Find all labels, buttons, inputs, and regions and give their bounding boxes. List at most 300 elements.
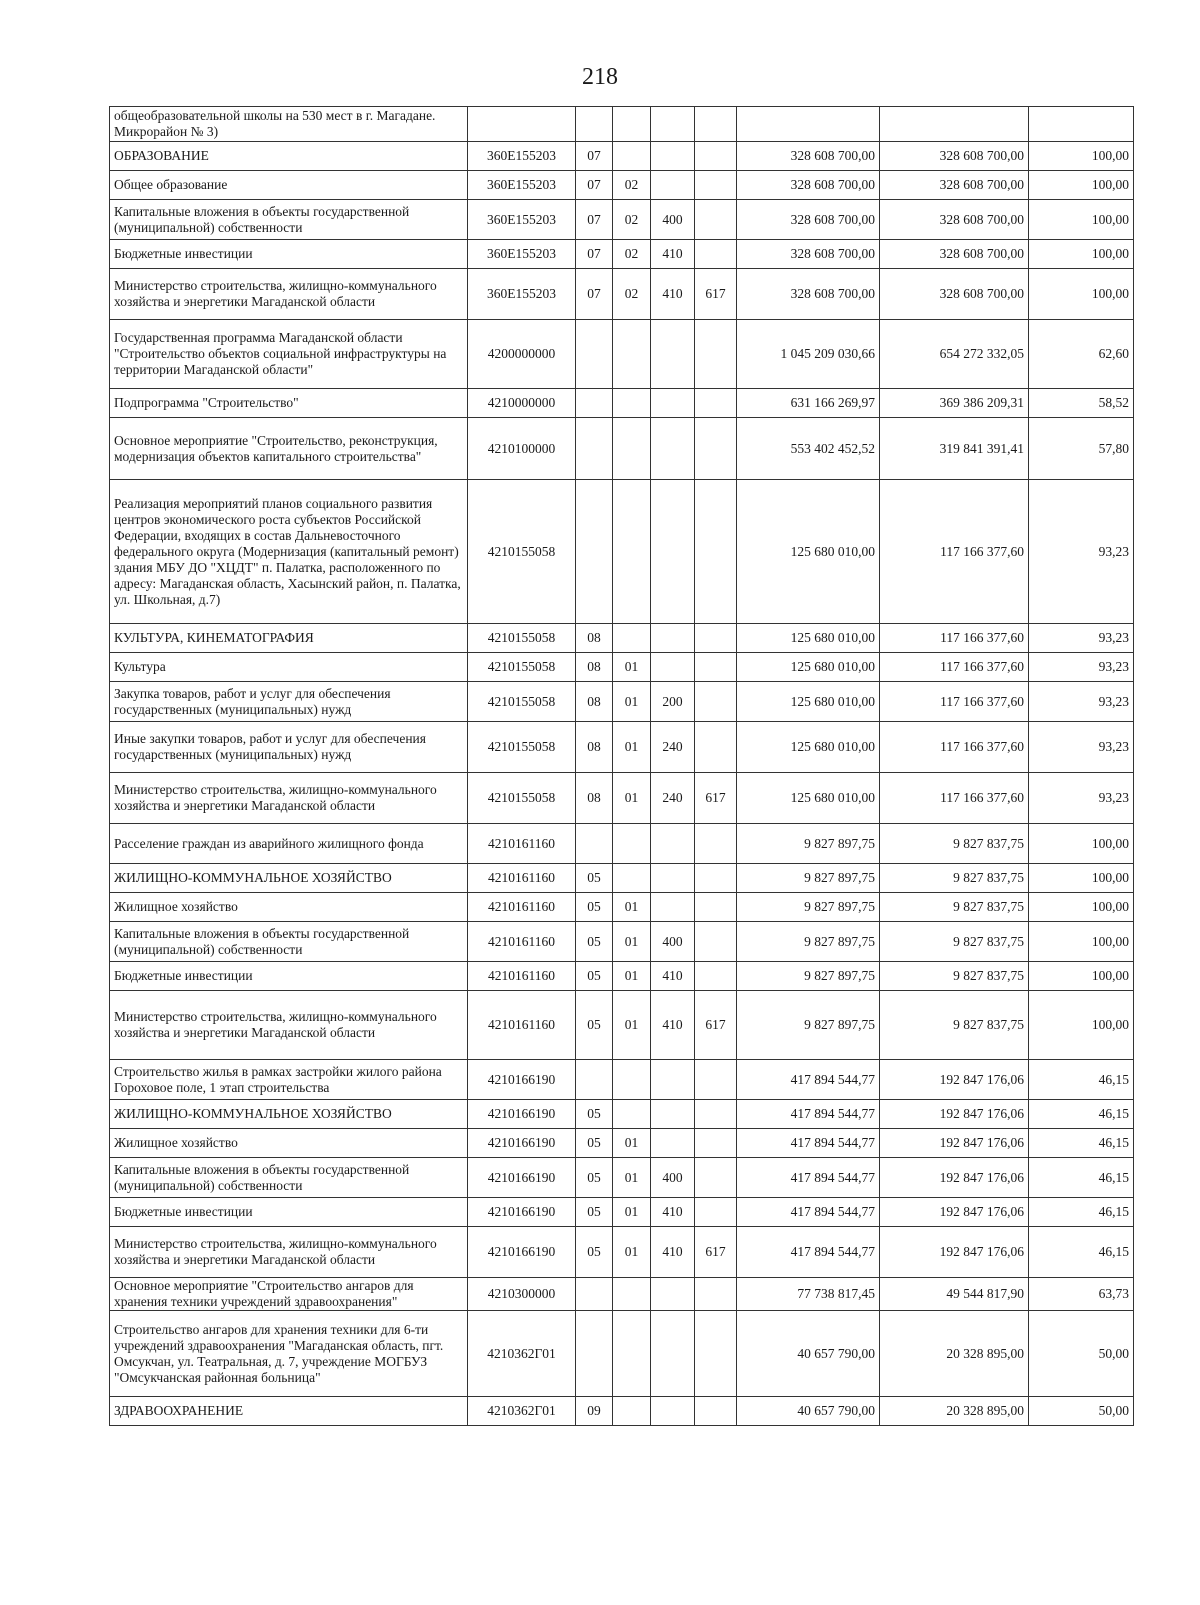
row-name: Культура [110, 653, 468, 682]
row-percent: 50,00 [1029, 1311, 1134, 1397]
table-row [110, 1158, 1134, 1198]
row-code: 4210155058 [468, 624, 576, 653]
row-fact-amount: 9 827 837,75 [880, 962, 1029, 991]
row-name: ОБРАЗОВАНИЕ [110, 142, 468, 171]
row-percent: 100,00 [1029, 171, 1134, 200]
row-razdel [576, 480, 613, 624]
row-razdel [576, 1278, 613, 1311]
table-row [110, 1060, 1134, 1100]
row-vid [651, 418, 695, 480]
row-grbs [695, 653, 737, 682]
row-code: 4210166190 [468, 1227, 576, 1278]
row-plan-amount: 125 680 010,00 [737, 624, 880, 653]
row-name: Министерство строительства, жилищно-коммунального хозяйства и энергетики Магаданской области [110, 269, 468, 320]
row-podrazdel [613, 864, 651, 893]
row-code: 360E155203 [468, 200, 576, 240]
table-row [110, 1397, 1134, 1426]
row-plan-amount: 125 680 010,00 [737, 653, 880, 682]
row-plan-amount: 1 045 209 030,66 [737, 320, 880, 389]
row-vid [651, 824, 695, 864]
row-vid [651, 1278, 695, 1311]
row-fact-amount: 192 847 176,06 [880, 1227, 1029, 1278]
row-fact-amount: 328 608 700,00 [880, 240, 1029, 269]
row-grbs [695, 418, 737, 480]
row-podrazdel: 02 [613, 240, 651, 269]
row-vid: 410 [651, 1227, 695, 1278]
row-podrazdel [613, 107, 651, 142]
row-plan-amount: 125 680 010,00 [737, 773, 880, 824]
row-fact-amount: 192 847 176,06 [880, 1060, 1029, 1100]
row-plan-amount: 417 894 544,77 [737, 1060, 880, 1100]
table-row [110, 1129, 1134, 1158]
row-podrazdel: 01 [613, 1158, 651, 1198]
row-plan-amount: 328 608 700,00 [737, 142, 880, 171]
row-percent: 100,00 [1029, 240, 1134, 269]
row-vid [651, 142, 695, 171]
row-name: Строительство жилья в рамках застройки жилого района Гороховое поле, 1 этап строительства [110, 1060, 468, 1100]
row-name: Капитальные вложения в объекты государственной (муниципальной) собственности [110, 922, 468, 962]
row-razdel [576, 107, 613, 142]
row-razdel: 08 [576, 773, 613, 824]
row-grbs [695, 922, 737, 962]
row-podrazdel: 01 [613, 1198, 651, 1227]
row-grbs [695, 893, 737, 922]
row-razdel: 08 [576, 682, 613, 722]
row-fact-amount: 369 386 209,31 [880, 389, 1029, 418]
table-row [110, 991, 1134, 1060]
row-fact-amount: 117 166 377,60 [880, 653, 1029, 682]
row-name: Подпрограмма "Строительство" [110, 389, 468, 418]
row-razdel: 05 [576, 1227, 613, 1278]
row-grbs [695, 142, 737, 171]
row-vid [651, 320, 695, 389]
row-percent: 100,00 [1029, 922, 1134, 962]
row-grbs [695, 107, 737, 142]
row-podrazdel: 01 [613, 962, 651, 991]
row-podrazdel [613, 320, 651, 389]
row-vid: 200 [651, 682, 695, 722]
row-grbs [695, 1129, 737, 1158]
row-name: КУЛЬТУРА, КИНЕМАТОГРАФИЯ [110, 624, 468, 653]
row-plan-amount: 125 680 010,00 [737, 480, 880, 624]
row-name: Министерство строительства, жилищно-коммунального хозяйства и энергетики Магаданской области [110, 991, 468, 1060]
table-row [110, 653, 1134, 682]
table-row [110, 864, 1134, 893]
table-row [110, 480, 1134, 624]
row-grbs [695, 824, 737, 864]
table-row [110, 962, 1134, 991]
row-podrazdel: 01 [613, 991, 651, 1060]
row-code: 4210155058 [468, 653, 576, 682]
row-vid [651, 389, 695, 418]
row-code: 4210155058 [468, 682, 576, 722]
row-vid: 240 [651, 722, 695, 773]
table-row [110, 722, 1134, 773]
row-plan-amount: 9 827 897,75 [737, 893, 880, 922]
row-plan-amount: 77 738 817,45 [737, 1278, 880, 1311]
row-code: 4210161160 [468, 922, 576, 962]
row-percent: 100,00 [1029, 864, 1134, 893]
row-name: Капитальные вложения в объекты государственной (муниципальной) собственности [110, 200, 468, 240]
row-fact-amount: 328 608 700,00 [880, 171, 1029, 200]
row-grbs: 617 [695, 773, 737, 824]
row-grbs [695, 1397, 737, 1426]
row-razdel: 07 [576, 171, 613, 200]
row-name: Реализация мероприятий планов социального развития центров экономического роста субъектов Российской Федерации, входящих в состав Дальневосточного федерального округа (Модернизация (капитальный ремонт) здания МБУ ДО "ХЦДТ" п. Палатка, расположенного по адресу: Магаданская область, Хасынский район, п. Палатка, ул. Школьная, д.7) [110, 480, 468, 624]
row-razdel [576, 418, 613, 480]
table-row [110, 922, 1134, 962]
row-podrazdel [613, 624, 651, 653]
row-podrazdel [613, 480, 651, 624]
row-plan-amount: 9 827 897,75 [737, 864, 880, 893]
row-code: 4210155058 [468, 773, 576, 824]
row-fact-amount: 9 827 837,75 [880, 824, 1029, 864]
row-grbs [695, 1278, 737, 1311]
row-code: 360E155203 [468, 269, 576, 320]
row-plan-amount: 417 894 544,77 [737, 1198, 880, 1227]
row-grbs [695, 1158, 737, 1198]
row-percent: 100,00 [1029, 824, 1134, 864]
row-plan-amount: 9 827 897,75 [737, 824, 880, 864]
row-razdel: 08 [576, 624, 613, 653]
row-razdel: 05 [576, 922, 613, 962]
row-grbs [695, 389, 737, 418]
row-vid [651, 480, 695, 624]
row-plan-amount: 125 680 010,00 [737, 682, 880, 722]
row-razdel: 07 [576, 240, 613, 269]
table-row [110, 418, 1134, 480]
row-name: Закупка товаров, работ и услуг для обеспечения государственных (муниципальных) нужд [110, 682, 468, 722]
table-row [110, 107, 1134, 142]
table-row [110, 824, 1134, 864]
row-name: Основное мероприятие "Строительство, реконструкция, модернизация объектов капитального строительства" [110, 418, 468, 480]
row-code: 4200000000 [468, 320, 576, 389]
row-grbs [695, 1060, 737, 1100]
row-grbs [695, 1311, 737, 1397]
row-plan-amount: 40 657 790,00 [737, 1397, 880, 1426]
row-code: 4210166190 [468, 1158, 576, 1198]
row-razdel [576, 389, 613, 418]
row-razdel: 07 [576, 269, 613, 320]
row-plan-amount: 417 894 544,77 [737, 1227, 880, 1278]
table-row [110, 1198, 1134, 1227]
row-vid [651, 1311, 695, 1397]
row-percent: 46,15 [1029, 1158, 1134, 1198]
row-plan-amount: 9 827 897,75 [737, 991, 880, 1060]
row-percent: 93,23 [1029, 682, 1134, 722]
row-percent: 100,00 [1029, 893, 1134, 922]
row-name: Бюджетные инвестиции [110, 962, 468, 991]
row-code: 4210166190 [468, 1198, 576, 1227]
row-code: 4210100000 [468, 418, 576, 480]
row-vid [651, 864, 695, 893]
row-podrazdel: 01 [613, 922, 651, 962]
row-grbs: 617 [695, 1227, 737, 1278]
row-code: 4210161160 [468, 893, 576, 922]
row-vid [651, 893, 695, 922]
row-razdel: 05 [576, 1158, 613, 1198]
row-percent: 62,60 [1029, 320, 1134, 389]
row-vid: 410 [651, 269, 695, 320]
row-fact-amount [880, 107, 1029, 142]
row-percent: 93,23 [1029, 773, 1134, 824]
row-plan-amount: 328 608 700,00 [737, 200, 880, 240]
row-razdel [576, 1311, 613, 1397]
row-vid: 400 [651, 1158, 695, 1198]
row-podrazdel: 01 [613, 1129, 651, 1158]
row-fact-amount: 117 166 377,60 [880, 624, 1029, 653]
row-fact-amount: 117 166 377,60 [880, 773, 1029, 824]
row-fact-amount: 117 166 377,60 [880, 722, 1029, 773]
row-podrazdel [613, 418, 651, 480]
row-percent: 93,23 [1029, 480, 1134, 624]
row-podrazdel [613, 1311, 651, 1397]
row-grbs [695, 1100, 737, 1129]
row-name: Жилищное хозяйство [110, 893, 468, 922]
row-name: ЖИЛИЩНО-КОММУНАЛЬНОЕ ХОЗЯЙСТВО [110, 1100, 468, 1129]
row-percent: 93,23 [1029, 653, 1134, 682]
row-grbs [695, 171, 737, 200]
row-razdel: 05 [576, 893, 613, 922]
row-name: Основное мероприятие "Строительство ангаров для хранения техники учреждений здравоохранения" [110, 1278, 468, 1311]
row-percent: 46,15 [1029, 1100, 1134, 1129]
row-grbs [695, 864, 737, 893]
row-name: Государственная программа Магаданской области "Строительство объектов социальной инфраструктуры на территории Магаданской области" [110, 320, 468, 389]
row-vid: 410 [651, 1198, 695, 1227]
row-razdel: 07 [576, 142, 613, 171]
row-podrazdel [613, 1100, 651, 1129]
row-plan-amount: 631 166 269,97 [737, 389, 880, 418]
table-row [110, 624, 1134, 653]
row-podrazdel: 01 [613, 682, 651, 722]
row-vid: 400 [651, 922, 695, 962]
row-razdel: 05 [576, 962, 613, 991]
budget-table-body [110, 107, 1134, 1426]
row-name: Бюджетные инвестиции [110, 240, 468, 269]
row-code: 4210166190 [468, 1060, 576, 1100]
row-code: 4210155058 [468, 722, 576, 773]
row-podrazdel: 02 [613, 200, 651, 240]
row-razdel [576, 320, 613, 389]
row-grbs: 617 [695, 269, 737, 320]
row-code: 4210362Г01 [468, 1311, 576, 1397]
row-plan-amount: 328 608 700,00 [737, 171, 880, 200]
row-razdel: 05 [576, 1100, 613, 1129]
row-name: Бюджетные инвестиции [110, 1198, 468, 1227]
row-podrazdel [613, 1060, 651, 1100]
row-vid [651, 1129, 695, 1158]
table-row [110, 682, 1134, 722]
row-code: 4210000000 [468, 389, 576, 418]
row-name: общеобразовательной школы на 530 мест в г. Магадане. Микрорайон № 3) [110, 107, 468, 142]
row-vid: 240 [651, 773, 695, 824]
row-percent: 100,00 [1029, 200, 1134, 240]
row-plan-amount: 9 827 897,75 [737, 922, 880, 962]
row-vid [651, 1100, 695, 1129]
row-podrazdel [613, 1397, 651, 1426]
row-podrazdel: 01 [613, 773, 651, 824]
row-grbs [695, 480, 737, 624]
row-fact-amount: 192 847 176,06 [880, 1100, 1029, 1129]
row-razdel: 08 [576, 653, 613, 682]
row-code: 4210161160 [468, 864, 576, 893]
row-code: 4210166190 [468, 1100, 576, 1129]
row-percent: 93,23 [1029, 722, 1134, 773]
row-razdel: 09 [576, 1397, 613, 1426]
row-podrazdel [613, 824, 651, 864]
row-percent: 100,00 [1029, 991, 1134, 1060]
table-row [110, 1227, 1134, 1278]
row-fact-amount: 9 827 837,75 [880, 991, 1029, 1060]
row-razdel: 05 [576, 991, 613, 1060]
row-razdel: 05 [576, 864, 613, 893]
row-fact-amount: 192 847 176,06 [880, 1198, 1029, 1227]
row-code: 4210161160 [468, 962, 576, 991]
row-code: 360E155203 [468, 142, 576, 171]
row-grbs [695, 1198, 737, 1227]
row-vid: 410 [651, 240, 695, 269]
row-fact-amount: 328 608 700,00 [880, 142, 1029, 171]
row-vid [651, 1397, 695, 1426]
row-podrazdel [613, 142, 651, 171]
row-fact-amount: 654 272 332,05 [880, 320, 1029, 389]
row-name: Жилищное хозяйство [110, 1129, 468, 1158]
row-grbs [695, 682, 737, 722]
table-row [110, 200, 1134, 240]
row-fact-amount: 9 827 837,75 [880, 922, 1029, 962]
row-grbs: 617 [695, 991, 737, 1060]
row-code: 4210155058 [468, 480, 576, 624]
row-code: 4210362Г01 [468, 1397, 576, 1426]
row-fact-amount: 20 328 895,00 [880, 1311, 1029, 1397]
row-code [468, 107, 576, 142]
row-percent: 100,00 [1029, 142, 1134, 171]
row-percent: 100,00 [1029, 962, 1134, 991]
row-plan-amount: 328 608 700,00 [737, 240, 880, 269]
row-percent: 50,00 [1029, 1397, 1134, 1426]
row-fact-amount: 192 847 176,06 [880, 1158, 1029, 1198]
row-name: Министерство строительства, жилищно-коммунального хозяйства и энергетики Магаданской области [110, 773, 468, 824]
row-fact-amount: 9 827 837,75 [880, 864, 1029, 893]
row-fact-amount: 192 847 176,06 [880, 1129, 1029, 1158]
table-row [110, 142, 1134, 171]
row-plan-amount: 417 894 544,77 [737, 1158, 880, 1198]
row-percent: 46,15 [1029, 1198, 1134, 1227]
row-vid [651, 624, 695, 653]
row-plan-amount [737, 107, 880, 142]
row-grbs [695, 240, 737, 269]
table-row [110, 773, 1134, 824]
row-name: Расселение граждан из аварийного жилищного фонда [110, 824, 468, 864]
row-percent [1029, 107, 1134, 142]
row-code: 4210161160 [468, 824, 576, 864]
row-vid [651, 171, 695, 200]
row-grbs [695, 320, 737, 389]
row-podrazdel: 01 [613, 722, 651, 773]
row-podrazdel [613, 389, 651, 418]
budget-table [109, 106, 1134, 1426]
row-fact-amount: 117 166 377,60 [880, 682, 1029, 722]
row-vid: 400 [651, 200, 695, 240]
row-plan-amount: 40 657 790,00 [737, 1311, 880, 1397]
row-percent: 63,73 [1029, 1278, 1134, 1311]
row-percent: 58,52 [1029, 389, 1134, 418]
row-vid: 410 [651, 962, 695, 991]
row-grbs [695, 200, 737, 240]
row-fact-amount: 328 608 700,00 [880, 269, 1029, 320]
row-podrazdel: 02 [613, 269, 651, 320]
row-plan-amount: 9 827 897,75 [737, 962, 880, 991]
row-razdel [576, 1060, 613, 1100]
row-plan-amount: 417 894 544,77 [737, 1100, 880, 1129]
table-row [110, 269, 1134, 320]
row-razdel: 05 [576, 1198, 613, 1227]
table-row [110, 389, 1134, 418]
row-name: Министерство строительства, жилищно-коммунального хозяйства и энергетики Магаданской области [110, 1227, 468, 1278]
row-percent: 93,23 [1029, 624, 1134, 653]
row-vid [651, 653, 695, 682]
row-code: 4210166190 [468, 1129, 576, 1158]
table-row [110, 1311, 1134, 1397]
table-row [110, 240, 1134, 269]
row-plan-amount: 125 680 010,00 [737, 722, 880, 773]
page-number: 218 [582, 64, 618, 90]
row-percent: 46,15 [1029, 1060, 1134, 1100]
row-name: Капитальные вложения в объекты государственной (муниципальной) собственности [110, 1158, 468, 1198]
row-fact-amount: 117 166 377,60 [880, 480, 1029, 624]
table-row [110, 171, 1134, 200]
row-name: Иные закупки товаров, работ и услуг для обеспечения государственных (муниципальных) нужд [110, 722, 468, 773]
row-podrazdel: 01 [613, 1227, 651, 1278]
row-percent: 46,15 [1029, 1129, 1134, 1158]
row-podrazdel: 01 [613, 653, 651, 682]
row-plan-amount: 417 894 544,77 [737, 1129, 880, 1158]
row-razdel: 07 [576, 200, 613, 240]
row-percent: 57,80 [1029, 418, 1134, 480]
row-fact-amount: 319 841 391,41 [880, 418, 1029, 480]
row-percent: 100,00 [1029, 269, 1134, 320]
row-razdel: 08 [576, 722, 613, 773]
table-row [110, 320, 1134, 389]
row-razdel [576, 824, 613, 864]
row-code: 360E155203 [468, 171, 576, 200]
row-code: 360E155203 [468, 240, 576, 269]
row-grbs [695, 624, 737, 653]
row-percent: 46,15 [1029, 1227, 1134, 1278]
row-code: 4210300000 [468, 1278, 576, 1311]
row-grbs [695, 722, 737, 773]
row-fact-amount: 328 608 700,00 [880, 200, 1029, 240]
row-razdel: 05 [576, 1129, 613, 1158]
row-name: ЖИЛИЩНО-КОММУНАЛЬНОЕ ХОЗЯЙСТВО [110, 864, 468, 893]
row-plan-amount: 328 608 700,00 [737, 269, 880, 320]
row-fact-amount: 9 827 837,75 [880, 893, 1029, 922]
table-row [110, 893, 1134, 922]
row-name: Общее образование [110, 171, 468, 200]
row-grbs [695, 962, 737, 991]
row-plan-amount: 553 402 452,52 [737, 418, 880, 480]
row-code: 4210161160 [468, 991, 576, 1060]
row-fact-amount: 20 328 895,00 [880, 1397, 1029, 1426]
row-vid: 410 [651, 991, 695, 1060]
table-row [110, 1100, 1134, 1129]
row-podrazdel: 02 [613, 171, 651, 200]
row-fact-amount: 49 544 817,90 [880, 1278, 1029, 1311]
row-vid [651, 1060, 695, 1100]
row-podrazdel: 01 [613, 893, 651, 922]
row-podrazdel [613, 1278, 651, 1311]
row-name: ЗДРАВООХРАНЕНИЕ [110, 1397, 468, 1426]
